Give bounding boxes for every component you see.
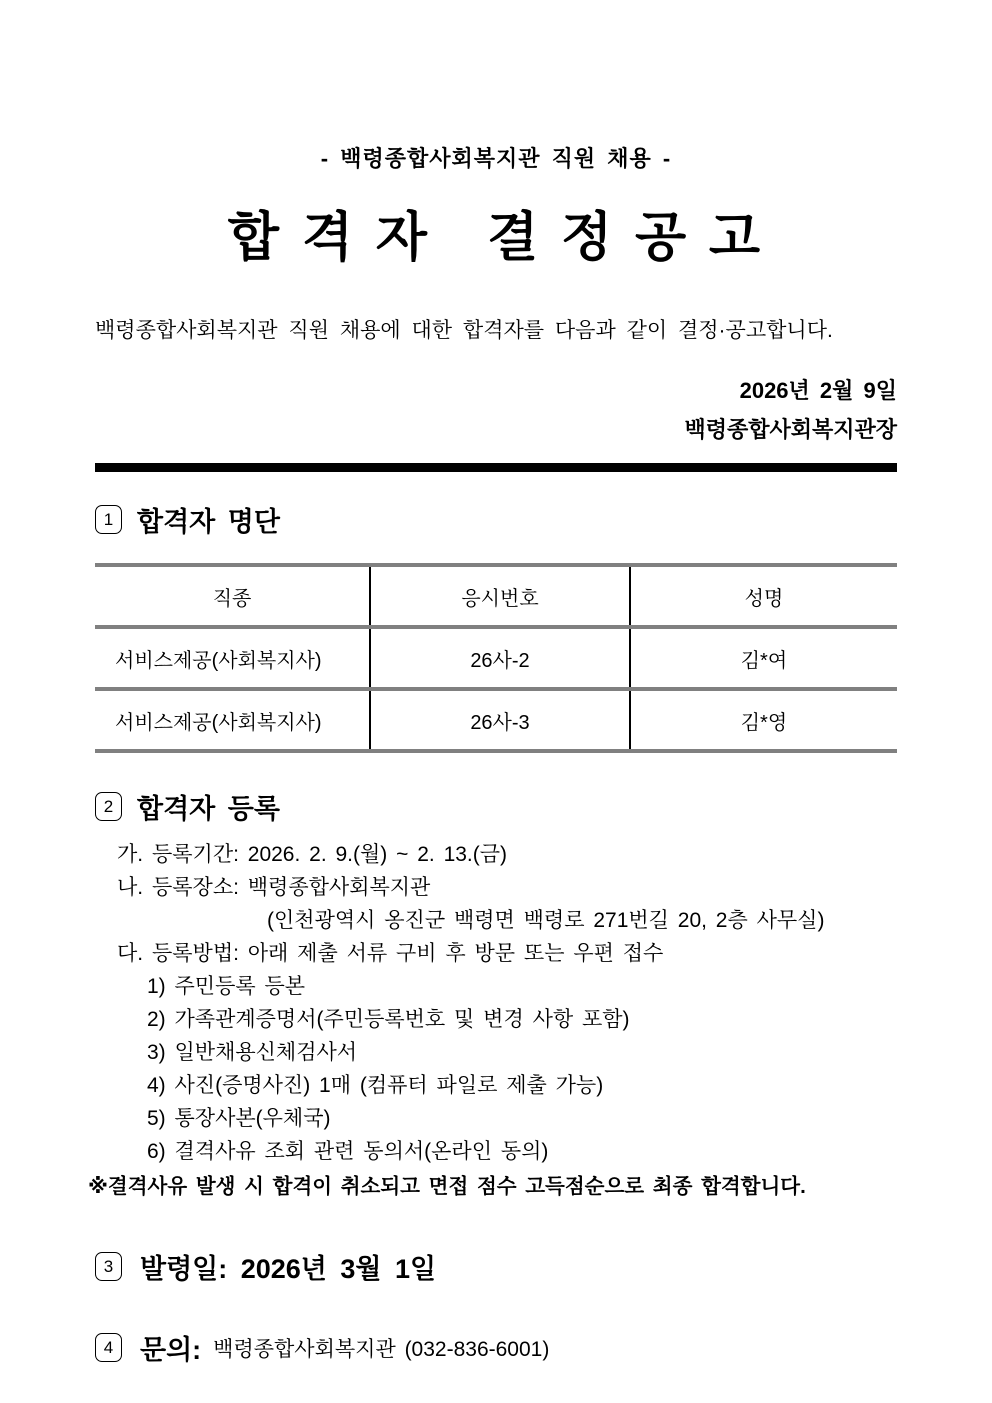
required-document-item: 3) 일반채용신체검사서 [147,1041,358,1064]
document-title: 합 격 자 결 정 공 고 [227,208,765,267]
section-contact [95,1328,897,1367]
signer-title: 백령종합사회복지관장 [684,417,897,442]
required-document-item: 5) 통장사본(우체국) [147,1107,331,1130]
required-document-item: 4) 사진(증명사진) 1매 (컴퓨터 파일로 제출 가능) [147,1074,604,1097]
cell-number: 26사-3 [370,689,630,751]
section-number-box: 3 [95,1252,122,1281]
section-number-box: 4 [95,1333,122,1362]
contact-info: 백령종합사회복지관 (032-836-6001) [213,1337,550,1361]
disqualification-note: ※결격사유 발생 시 합격이 취소되고 면접 점수 고득점순으로 최종 합격합니다. [88,1175,806,1198]
table-row [95,627,897,689]
cell-number: 26사-2 [370,627,630,689]
section-appointment-date [95,1247,897,1286]
registration-item-period: 가. 등록기간: 2026. 2. 9.(월) ~ 2. 13.(금) [117,843,508,866]
table-header-row [95,565,897,627]
registration-address: (인천광역시 옹진군 백령면 백령로 271번길 20, 2층 사무실) [267,909,825,932]
announcement-date: 2026년 2월 9일 [739,378,897,403]
section-heading-label: 합격자 명단 [137,507,280,537]
cell-job: 서비스제공(사회복지사) [115,711,322,734]
cell-name: 김*여 [630,627,897,689]
intro-paragraph: 백령종합사회복지관 직원 채용에 대한 합격자를 다음과 같이 결정·공고합니다. [95,319,833,342]
required-document-item: 1) 주민등록 등본 [147,975,306,998]
column-header-number: 응시번호 [370,565,630,627]
column-header-name: 성명 [630,565,897,627]
horizontal-divider [95,463,897,472]
cell-job: 서비스제공(사회복지사) [115,649,322,672]
appointment-date-text: 발령일: 2026년 3월 1일 [140,1254,437,1284]
registration-item-method: 다. 등록방법: 아래 제출 서류 구비 후 방문 또는 우편 접수 [117,942,664,965]
section-heading-label: 합격자 등록 [137,794,280,824]
section-number-box: 2 [95,792,122,821]
document-subtitle: - 백령종합사회복지관 직원 채용 - [320,146,672,171]
column-header-job: 직종 [212,587,252,610]
required-document-item: 2) 가족관계증명서(주민등록번호 및 변경 사항 포함) [147,1008,630,1031]
cell-name: 김*영 [630,689,897,751]
section-heading-registration [95,787,897,826]
signature-block [95,371,897,449]
pass-roster-table [95,563,897,753]
registration-list [95,838,897,1168]
section-number-box: 1 [95,505,122,534]
registration-item-place: 나. 등록장소: 백령종합사회복지관 [117,876,431,899]
contact-label: 문의: [140,1335,202,1365]
section-heading-roster [95,500,897,539]
required-document-item: 6) 결격사유 조회 관련 동의서(온라인 동의) [147,1140,549,1163]
table-row [95,689,897,751]
